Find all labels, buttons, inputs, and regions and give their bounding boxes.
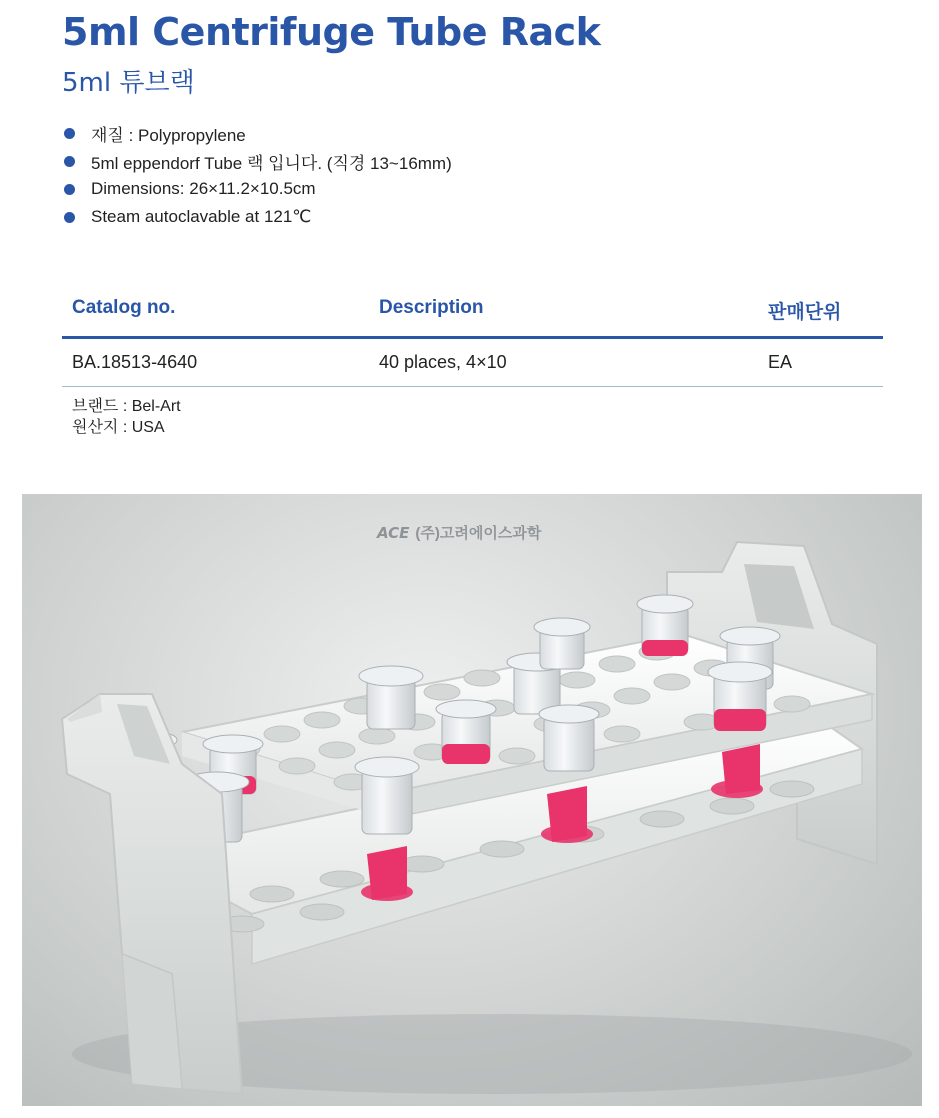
tube	[359, 666, 423, 729]
product-notes	[72, 396, 181, 438]
tube-rack-illustration	[22, 494, 922, 1106]
tube	[534, 618, 590, 669]
origin-note: 원산지 : USA	[72, 419, 165, 436]
feature-text: Dimensions: 26×11.2×10.5cm	[91, 179, 316, 198]
page-subtitle: 5ml 튜브랙	[62, 68, 195, 98]
cell-unit: EA	[768, 352, 793, 372]
cell-description: 40 places, 4×10	[379, 352, 507, 372]
header-catalog-no: Catalog no.	[72, 297, 176, 318]
brand-note: 브랜드 : Bel-Art	[72, 398, 181, 415]
feature-item	[62, 175, 452, 203]
tube	[637, 595, 693, 656]
cell-catalog-no: BA.18513-4640	[72, 352, 198, 372]
spec-table	[62, 292, 883, 387]
table-header	[62, 292, 883, 339]
tube	[539, 705, 599, 771]
company-logo: ACE	[377, 523, 410, 542]
feature-list	[62, 119, 452, 231]
watermark-text: (주)고려에이스과학	[415, 525, 542, 542]
product-photo	[22, 494, 922, 1106]
feature-item	[62, 203, 452, 231]
tube	[355, 757, 419, 834]
feature-item	[62, 147, 452, 175]
watermark	[377, 522, 541, 543]
bullet-icon	[64, 128, 75, 139]
bullet-icon	[64, 184, 75, 195]
feature-item	[62, 119, 452, 147]
header-unit: 판매단위	[768, 302, 842, 323]
bullet-icon	[64, 212, 75, 223]
feature-text: 재질 : Polypropylene	[91, 125, 246, 145]
header-description: Description	[379, 297, 484, 318]
bullet-icon	[64, 156, 75, 167]
tube	[708, 662, 772, 731]
table-row	[62, 339, 883, 387]
page-title: 5ml Centrifuge Tube Rack	[62, 10, 601, 54]
feature-text: Steam autoclavable at 121℃	[91, 207, 312, 226]
tube	[436, 700, 496, 764]
feature-text: 5ml eppendorf Tube 랙 입니다. (직경 13~16mm)	[91, 153, 452, 173]
